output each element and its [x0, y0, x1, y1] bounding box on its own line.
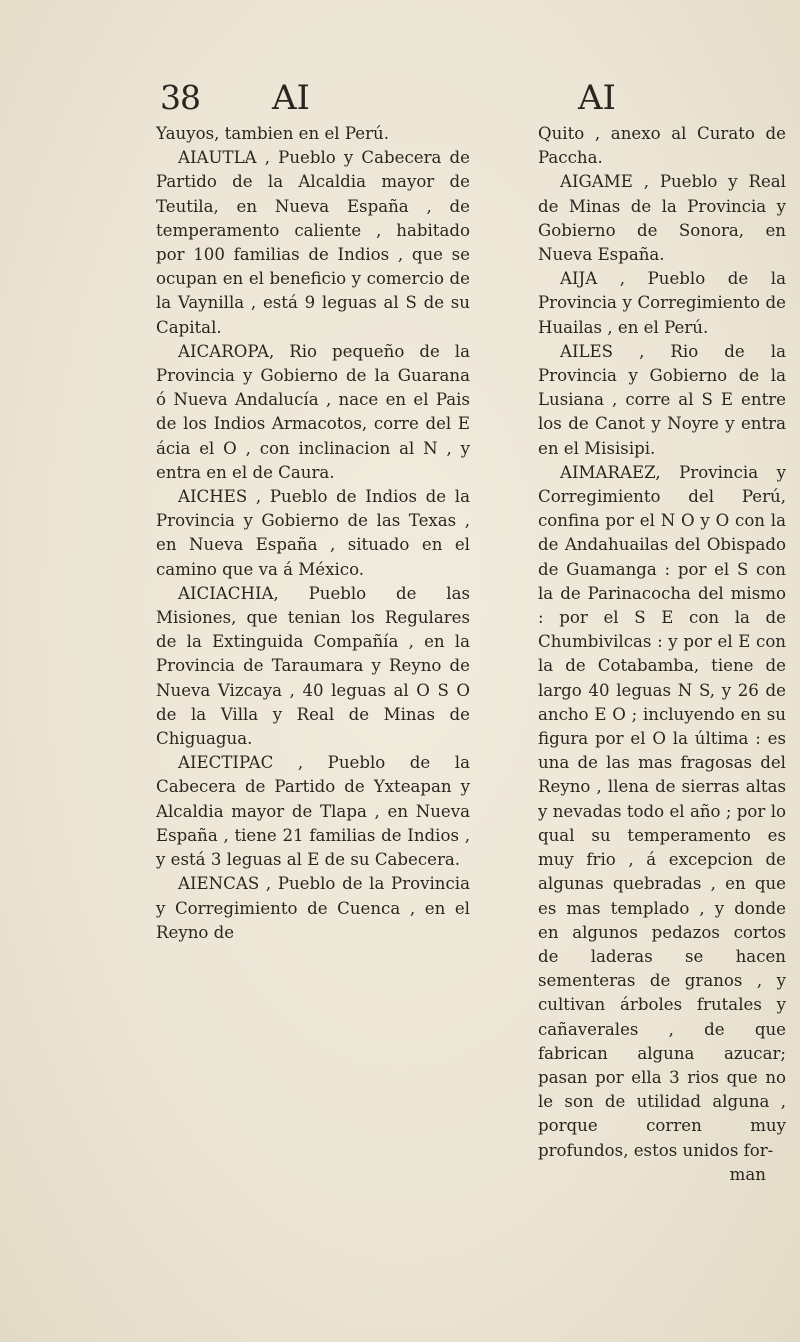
entry-aiencas: AIENCAS , Pueblo de la Provincia y Corregimiento de Cuenca , en el Reyno de [156, 874, 470, 942]
entry-continuation: Quito , anexo al Curato de Paccha. [538, 124, 786, 168]
entry-aiautla: AIAUTLA , Pueblo y Cabecera de Partido de la Alcaldia mayor de Teutila, en Nueva España , de temperamento caliente , habitado por 100 familias de Indios , que se ocupan en el beneficio y comercio de la Vaynilla , está 9 leguas al S de su Capital. [156, 148, 470, 337]
entry-aicaropa: AICAROPA, Rio pequeño de la Provincia y Gobierno de la Guarana ó Nueva Andalucía , nace en el Pais de los Indios Armacotos, corre del E ácia el O , con inclinacion al N , y entra en el de Caura. [156, 341, 470, 482]
entry-aija: AIJA , Pueblo de la Provincia y Corregimiento de Huailas , en el Perú. [538, 269, 786, 337]
entry-ailes: AILES , Rio de la Provincia y Gobierno de la Lusiana , corre al S E entre los de Canot y Noyre y entra en el Misisipi. [538, 341, 786, 458]
running-head [160, 78, 800, 118]
catchword: man [729, 1164, 766, 1184]
right-column [538, 122, 786, 1187]
entry-aiches: AICHES , Pueblo de Indios de la Provincia y Gobierno de las Texas , en Nueva España , situado en el camino que va á México. [156, 487, 470, 579]
entry-aimaraez: AIMARAEZ, Provincia y Corregimiento del Perú, confina por el N O y O con la de Andahuailas del Obispado de Guamanga : por el S con la de Parinacocha del mismo : por el S E con la de Chumbivilcas : y por el E con la de Cotabamba, tiene de largo 40 leguas N S, y 26 de ancho E O ; incluyendo en su figura por el O la última : es una de las mas fragosas del Reyno , llena de sierras altas y nevadas todo el año ; por lo qual su temperamento es muy frio , á excepcion de algunas quebradas , en que es mas templado , y donde en algunos pedazos cortos de laderas se hacen sementeras de granos , y cultivan árboles frutales y cañaverales , de que fabrican alguna azucar; pasan por ella 3 rios que no le son de utilidad alguna , porque corren muy profundos, estos unidos for- [538, 462, 786, 1160]
entry-aiciachia: AICIACHIA, Pueblo de las Misiones, que tenian los Regulares de la Extinguida Compañía , en la Provincia de Taraumara y Reyno de Nueva Vizcaya , 40 leguas al O S O de la Villa y Real de Minas de Chiguagua. [156, 583, 470, 749]
entry-continuation: Yauyos, tambien en el Perú. [156, 124, 390, 143]
entry-aiectipac: AIECTIPAC , Pueblo de la Cabecera de Partido de Yxteapan y Alcaldia mayor de Tlapa , en Nueva España , tiene 21 familias de Indios , y está 3 leguas al E de su Cabecera. [156, 753, 470, 870]
right-column-heading: AI [578, 78, 616, 118]
left-column [156, 122, 470, 945]
entry-aigame: AIGAME , Pueblo y Real de Minas de la Provincia y Gobierno de Sonora, en Nueva España. [538, 172, 786, 265]
left-column-heading: AI [272, 78, 310, 118]
page-number: 38 [160, 78, 200, 117]
